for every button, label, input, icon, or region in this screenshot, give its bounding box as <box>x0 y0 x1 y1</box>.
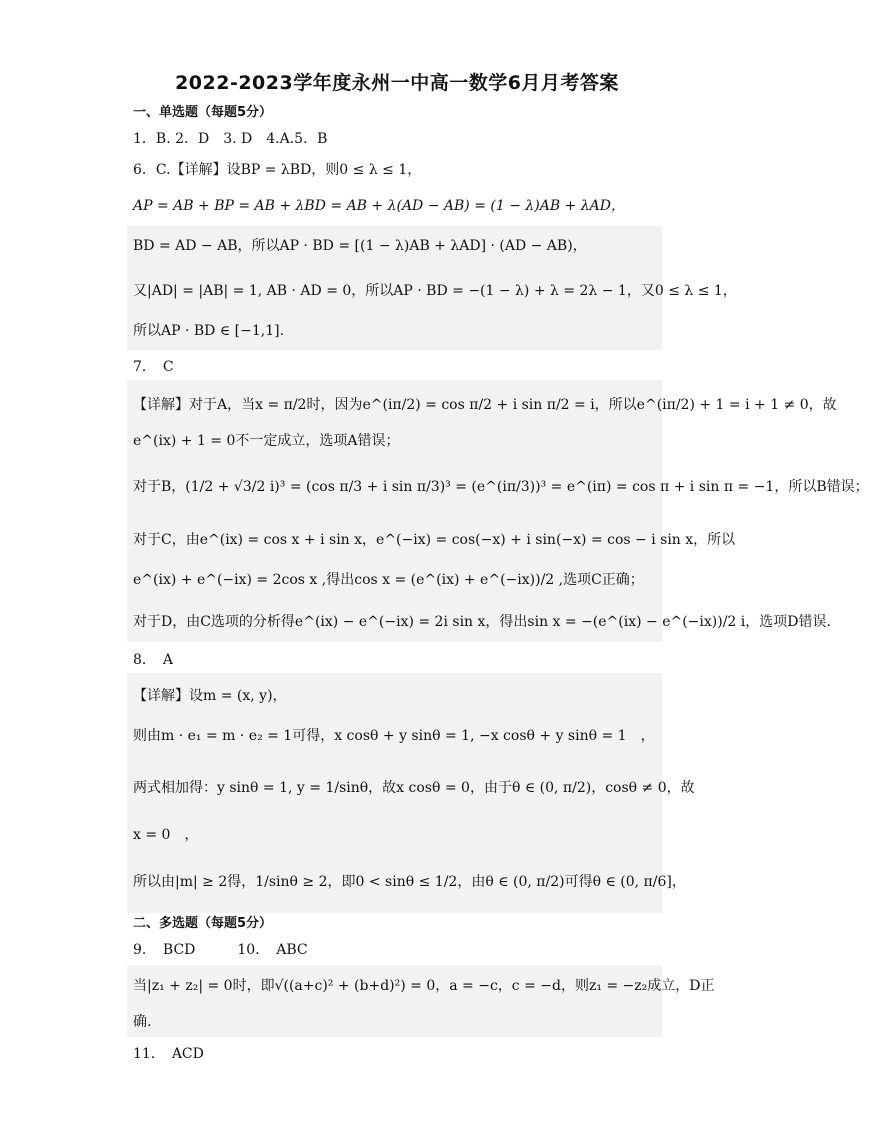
page-title: 2022-2023学年度永州一中高一数学6月月考答案 <box>175 72 619 94</box>
q7-option-a-line-2: e^(ix) + 1 = 0不一定成立，选项A错误； <box>133 433 400 449</box>
q6-line-2: BD = AD − AB，所以AP · BD = [(1 − λ)AB + λAD] · (AD − AB)， <box>133 238 587 254</box>
q6-head: 6．C.【详解】设 <box>133 162 241 178</box>
q8-line-3: 两式相加得：y sinθ = 1, y = 1/sinθ，故x cosθ = 0，由于θ ∈ (0, π/2)，cosθ ≠ 0，故 <box>133 780 695 796</box>
q7-option-b: 对于B，(1/2 + √3/2 i)³ = (cos π/3 + i sin π/3)³ = (e^(iπ/3))³ = e^(iπ) = cos π + i sin π = −1，所以B错误； <box>133 479 869 495</box>
q8-line-5: 所以由|m| ≥ 2得，1/sinθ ≥ 2，即0 < sinθ ≤ 1/2，由θ ∈ (0, π/2)可得θ ∈ (0, π/6]， <box>133 874 686 890</box>
answer-11: 11． ACD <box>133 1046 204 1062</box>
q6-heading <box>133 160 421 180</box>
answers-9-10: 9． BCD 10． ABC <box>133 942 308 958</box>
section-heading-multiple-choice: 二、多选题（每题5分） <box>133 916 273 931</box>
q7-option-d: 对于D，由C选项的分析得e^(ix) − e^(−ix) = 2i sin x，得出sin x = −(e^(ix) − e^(−ix))/2 i，选项D错误. <box>133 614 831 630</box>
q7-heading: 7． C <box>133 359 174 375</box>
q8-line-4: x = 0 ， <box>133 827 199 843</box>
q8-heading: 8． A <box>133 652 174 668</box>
q7-shaded-block <box>127 380 662 642</box>
q8-line-1: 【详解】设m = (x, y)， <box>133 688 287 704</box>
answers-1-5: 1．B. 2．D 3. D 4.A.5．B <box>133 131 328 147</box>
section-heading-single-choice: 一、单选题（每题5分） <box>133 105 273 120</box>
q7-option-c-line-1: 对于C，由e^(ix) = cos x + i sin x，e^(−ix) = cos(−x) + i sin(−x) = cos − i sin x，所以 <box>133 532 736 548</box>
q7-option-c-line-2: e^(ix) + e^(−ix) = 2cos x ,得出cos x = (e^(ix) + e^(−ix))/2 ,选项C正确； <box>133 572 644 588</box>
q6-line-1: AP = AB + BP = AB + λBD = AB + λ(AD − AB) = (1 − λ)AB + λAD， <box>133 198 625 214</box>
q6-setup: BP = λBD，则0 ≤ λ ≤ 1， <box>240 162 422 178</box>
q8-line-2: 则由m · e₁ = m · e₂ = 1可得，x cosθ + y sinθ = 1, −x cosθ + y sinθ = 1 ， <box>133 728 655 744</box>
q10-line-2: 确. <box>133 1014 152 1030</box>
q10-line-1: 当|z₁ + z₂| = 0时，即√((a+c)² + (b+d)²) = 0，a = −c，c = −d，则z₁ = −z₂成立，D正 <box>133 978 715 994</box>
q6-line-4: 所以AP · BD ∈ [−1,1]. <box>133 323 285 339</box>
q6-line-3: 又|AD| = |AB| = 1, AB · AD = 0，所以AP · BD = −(1 − λ) + λ = 2λ − 1，又0 ≤ λ ≤ 1， <box>133 283 737 299</box>
q7-option-a-line-1: 【详解】对于A，当x = π/2时，因为e^(iπ/2) = cos π/2 + i sin π/2 = i，所以e^(iπ/2) + 1 = i + 1 ≠ 0，故 <box>133 397 837 413</box>
